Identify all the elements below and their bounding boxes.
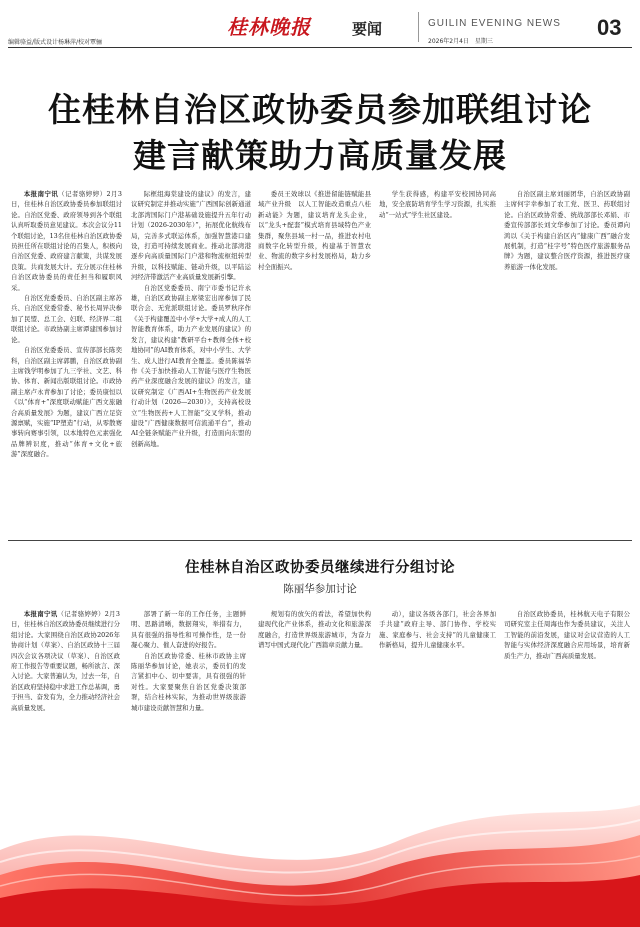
lead-paragraph: 自治区党委委员、南宁市委书记许永雄，自治区政协副主席梁宏出席参加了民联合会、无党派联组讨论。委员罗秋序作《关于构建覆盖中小学+大学+成人的人工智能教育体系，助力产业发展的建议》的发言，建议构建“教研平台+教师全体+校地协同”的AI教育体系，对中小学生、大学生、成人进行AI教育全覆盖。委员陈福华作《关于加快推动人工智能与医疗生物医药产业深度融合发展的建议》的发言，建议研究制定《广西AI+生物医药产业发展行动计划（2026—2030）》，支持高校设立“生物医药+人工智能”交叉学科，推动建设“广西健康数据可信流通平台”，推动AI全链条赋能产业升级，打造面向东盟的创新高地。 [131, 283, 251, 448]
second-byline: 本报南宁讯 [23, 610, 58, 618]
lead-paragraph: 自治区副主席刘丽团华，自治区政协副主席何宇幸参加了农工党、医卫、药联组讨论。自治区政协常委、统战部部长邓娟、市委宣传部部长刘文华参加了讨论。委员谭向鸿以《关于构建自治区内“健康广西”融合发展机制，打造“桂字号”特色医疗旅游服务品牌》为题，建议整合医疗资源，推进医疗康养旅游一体化发展。 [504, 190, 630, 271]
lead-column-1 [11, 189, 122, 534]
second-paragraph: 部署了新一年的工作任务，主题鲜明、思路清晰，数据翔实，举措有力，具有很强的指导性和可操作性，是一份凝心聚力、催人奋进的好报告。 [131, 610, 246, 650]
second-paragraph: 动），建议各级各部门，社会各界加手共建“政府主导、部门协作、学校实施、家庭参与、社会支持”的儿童健康工作新格局，提升儿童健康水平。 [379, 610, 496, 650]
lead-paragraph: （记者骆婷婷）2月3日，住桂林自治区政协委员参加联组讨论。自治区党委、政府领导到各个联组认真听取委员意见建议。本次会议分11个联组讨论，13名住桂林自治区政协委员担任所在联组讨论的召集人，积极向自治区党委、政府建言献策，共谋发展良策。共商发展大计。充分展示住桂林自治区政协委员的责任担当和履职风采。 [11, 190, 122, 292]
lead-paragraph: 自治区党委委员、宣传部部长陈奕科，自治区副主席郭鹏，自治区政协副主席钱学明参加了九三学社、文艺、科协、体育、新闻出版联组讨论。市政协副主席卢永青参加了讨论；委员康恒以《以“体育+”深度联动赋能广西文旅融合高质量发展》为题，建议广西立足资源禀赋，实施“IP塑造”行动，从零散赛事转向赛事引领，以本地特色元素强化品牌辨识度，推动“体育+文化+旅游”深度融合。 [11, 346, 122, 459]
second-paragraph: 规划有的放矢的看法，希望加快构建现代化产业体系，推动文化和旅游深度融合，打造世界级旅游城市，为奋力谱写中国式现代化广西篇章贡献力量。 [258, 610, 371, 650]
paper-english-name: GUILIN EVENING NEWS [428, 18, 561, 29]
page-number: 03 [597, 15, 622, 40]
second-column-1 [11, 609, 120, 777]
newspaper-logo: 桂林晚报 [227, 15, 311, 39]
lead-column-2 [131, 189, 251, 534]
second-paragraph: 自治区政协常委、桂林市政协主席陈丽华参加讨论，她表示，委员们的发言紧扣中心、切中要害，具有很强的针对性。大家要聚焦自治区党委决策部署，结合桂林实际，为推动世界级旅游城市建设贡献智慧和力量。 [131, 651, 246, 712]
lead-column-4 [379, 189, 496, 534]
lead-paragraph: 自治区党委委员、自治区副主席苏兵、自治区党委常委、秘书长周异决参加了民盟、总工会、妇联、经济界二组联组讨论。市政协副主席谭建国参加讨论。 [11, 294, 122, 344]
lead-headline-line1: 住桂林自治区政协委员参加联组讨论 [48, 90, 592, 129]
lead-paragraph: 学生获得感，构建平安校园协同高地，安全底防培育学生学习资源，扎实推动“一站式”学生社区建设。 [379, 190, 496, 219]
lead-column-5 [504, 189, 630, 534]
second-column-2 [131, 609, 246, 777]
page-header [0, 0, 640, 48]
edit-info: 编辑骆益/版式设计杨琳萍/校对覃骊 [8, 39, 103, 46]
lead-paragraph: 委员王效球以《推进留能链赋能县域产业升级 以人工智能改造重点八桂新动能》为题，建议培育龙头企业，以“龙头+配套”模式培育县域特色产业集群，聚焦县域一村一品，推进农村电商数字化转型升级，构建基于智慧农业、物流的数字乡村发展格局，助力乡村全面振兴。 [258, 190, 371, 271]
header-rule [8, 47, 632, 48]
second-subhead: 陈丽华参加讨论 [283, 583, 357, 595]
lead-column-3 [258, 189, 371, 534]
second-column-4 [379, 609, 496, 777]
second-paragraph: 自治区政协委员，桂林航天电子有限公司研究室主任周海也作为委员建议，关注人工智能的前沿发展，建议对会议营造的人工智能与实体经济深度融合应用场景，培育新质生产力，推动广西高质量发展。 [504, 610, 630, 660]
section-name: 要闻 [352, 20, 383, 38]
lead-headline-line2: 建言献策助力高质量发展 [133, 136, 507, 175]
second-headline: 住桂林自治区政协委员继续进行分组讨论 [185, 560, 455, 576]
second-column-3 [258, 609, 371, 777]
lead-paragraph: 际框组海棠建设的建议》的发言，建议研究制定并推动实施“广西国际创新通道北部湾国际门户港基础设施提升五年行动计划（2026-2030年）”，拓展优化航线布局，完善多式联运体系，加强智慧港口建设，打造可持续发展商业。推动北部湾港逐步向高质量国际门户港和物流枢纽转型升级，以科技赋能、链动升级，以平陆运河经济带激活产业高质量发展新引擎。 [131, 190, 251, 282]
section-divider [8, 540, 632, 541]
lead-byline: 本报南宁讯 [23, 190, 59, 198]
ribbon-illustration [0, 780, 640, 927]
second-paragraph: （记者骆婷婷）2月3日，住桂林自治区政协委员继续进行分组讨论。大家围绕自治区政协2026年协商计划（草案）、自治区政协十三届四次会议各项决议（草案）、自治区政府工作报告等重要议题，畅所欲言、深入讨论。大家普遍认为，过去一年，自治区政府坚持稳中求进工作总基调，勇于担当、奋发有为，全力推动经济社会高质量发展。 [11, 610, 120, 712]
header-divider [418, 12, 419, 42]
issue-date: 2026年2月4日 星期三 [428, 38, 493, 45]
red-ribbon-decoration [0, 780, 640, 927]
second-column-5 [504, 609, 630, 777]
